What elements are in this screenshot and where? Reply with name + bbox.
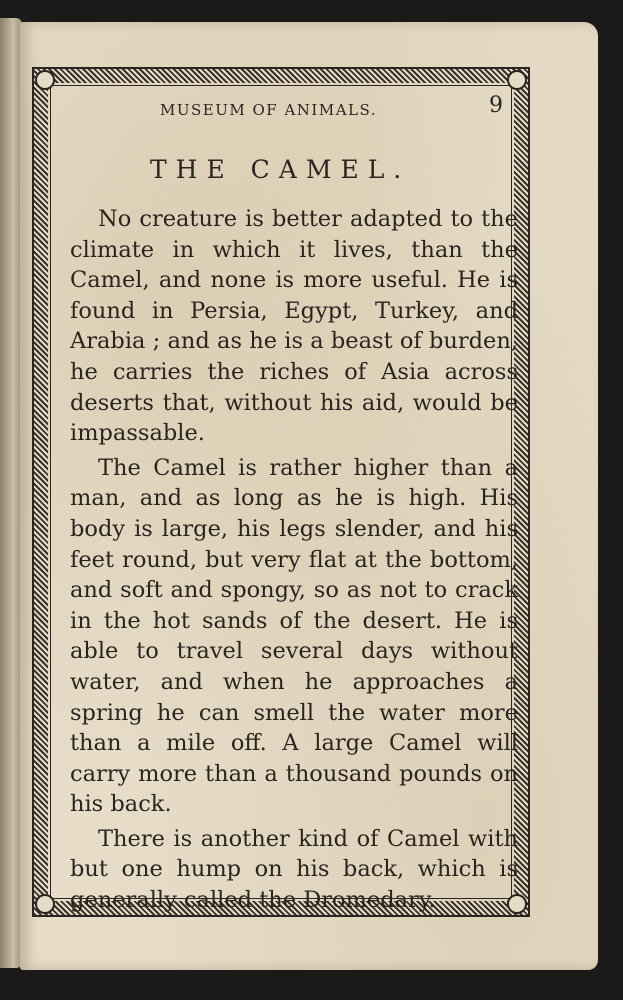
body-text — [70, 204, 518, 916]
facing-page-edge — [0, 18, 22, 968]
paragraph: There is another kind of Camel with but one hump on his back, which is generally called the Dromedary. — [70, 825, 518, 914]
corner-rosette-icon — [35, 894, 55, 914]
corner-rosette-icon — [35, 70, 55, 90]
corner-rosette-icon — [507, 70, 527, 90]
paragraph: No creature is better adapted to the climate in which it lives, than the Camel, and none is more useful. He is found in Persia, Egypt, Turkey, and Arabia ; and as he is a beast of burden, he carries the riches of Asia across deserts that, without his aid, would be impassable. — [70, 206, 518, 447]
chapter-title: THE CAMEL. — [150, 155, 411, 184]
paragraph: The Camel is rather higher than a man, and as long as he is high. His body is large, his legs slender, and his feet round, but very flat at the bottom, and soft and spongy, so as not to crack in the hot sands of the desert. He is able to travel several days without water, and when he approaches a spring he can smell the water more than a mile off. A large Camel will carry more than a thousand pounds on his back. — [70, 454, 518, 818]
page-number: 9 — [489, 93, 503, 118]
running-head: MUSEUM OF ANIMALS. — [160, 101, 378, 119]
